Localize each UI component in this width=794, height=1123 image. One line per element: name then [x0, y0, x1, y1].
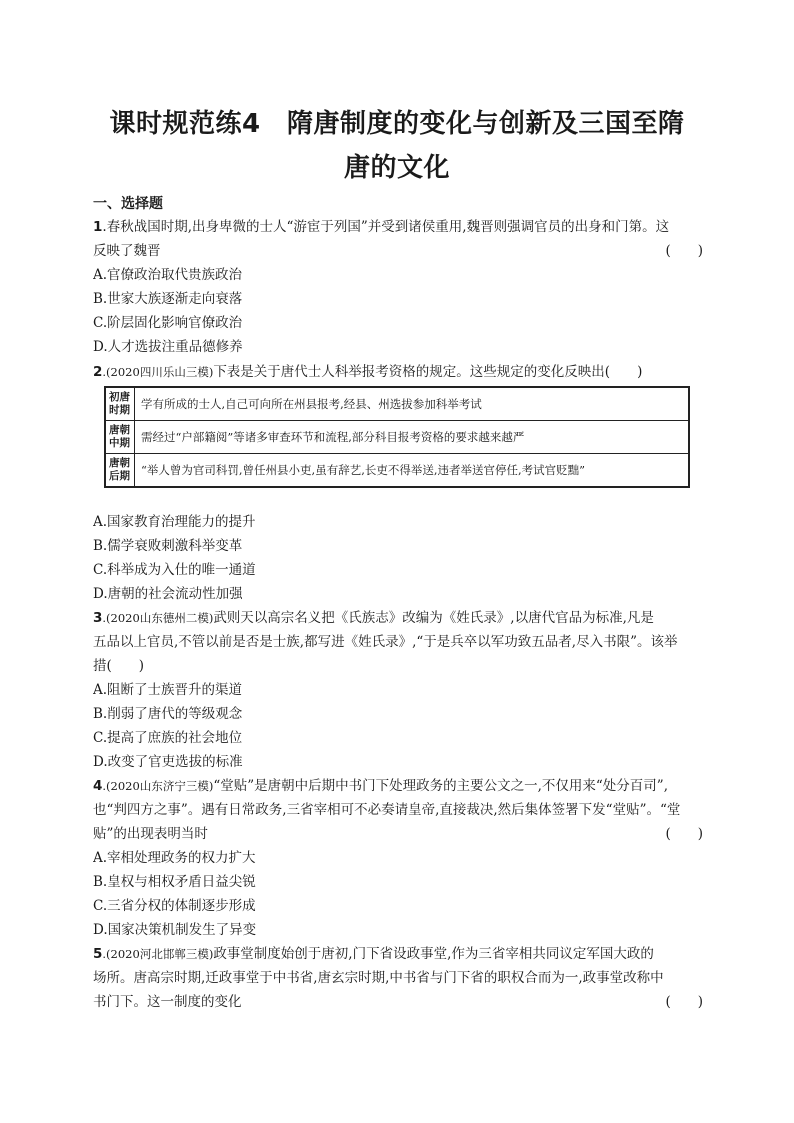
- q2-option-d: D.唐朝的社会流动性加强: [93, 586, 243, 602]
- q4-option-c: C.三省分权的体制逐步形成: [93, 898, 256, 914]
- q5-answer-bracket: ( ): [665, 994, 703, 1010]
- q2-table-period: 唐朝中期: [105, 421, 135, 454]
- q1-stem-line1: 1.春秋战国时期,出身卑微的士人“游宦于列国”并受到诸侯重用,魏晋则强调官员的出身和门第。这: [93, 219, 670, 235]
- q4-stem-line1: 4.(2020山东济宁三模)“堂贴”是唐朝中后期中书门下处理政务的主要公文之一,不仅用来“处分百司”,: [93, 778, 669, 794]
- page-title-line2: 唐的文化: [343, 153, 450, 183]
- q3-option-b: B.削弱了唐代的等级观念: [93, 706, 243, 722]
- q1-option-d: D.人才选拔注重品德修养: [93, 339, 243, 355]
- table-row: [105, 421, 689, 454]
- table-row: [105, 387, 689, 421]
- q2-table: [104, 386, 690, 488]
- q2-option-c: C.科举成为入仕的唯一通道: [93, 562, 256, 578]
- q4-option-a: A.宰相处理政务的权力扩大: [93, 850, 256, 866]
- q2-table-rule: 学有所成的士人,自己可向所在州县报考,经县、州选拔参加科举考试: [135, 387, 690, 421]
- q5-source: .(2020河北邯郸三模): [102, 947, 214, 961]
- q3-source: .(2020山东德州二模): [102, 611, 214, 625]
- q2-option-b: B.儒学衰败刺激科举变革: [93, 538, 243, 554]
- q3-option-a: A.阻断了士族晋升的渠道: [93, 682, 243, 698]
- table-row: [105, 454, 689, 488]
- q5-stem-line2: 场所。唐高宗时期,迁政事堂于中书省,唐玄宗时期,中书省与门下省的职权合而为一,政事堂改称中: [93, 970, 664, 986]
- q3-option-d: D.改变了官吏选拔的标准: [93, 754, 243, 770]
- q4-source: .(2020山东济宁三模): [102, 779, 214, 793]
- q2-stem: 2.(2020四川乐山三模)下表是关于唐代士人科举报考资格的规定。这些规定的变化反映出( ): [93, 364, 643, 380]
- q2-table-period: 唐朝后期: [105, 454, 135, 488]
- q5-stem-line1: 5.(2020河北邯郸三模)政事堂制度始创于唐初,门下省设政事堂,作为三省宰相共同议定军国大政的: [93, 946, 654, 962]
- q4-option-b: B.皇权与相权矛盾日益尖锐: [93, 874, 256, 890]
- q2-source: .(2020四川乐山三模): [102, 365, 214, 379]
- page-title-line1: 课时规范练4 隋唐制度的变化与创新及三国至隋: [109, 109, 685, 139]
- q3-option-c: C.提高了庶族的社会地位: [93, 730, 243, 746]
- q1-stem-line2: 反映了魏晋 ( ): [93, 240, 703, 262]
- q4-option-d: D.国家决策机制发生了异变: [93, 922, 257, 938]
- q1-answer-bracket: ( ): [665, 243, 703, 259]
- q2-number: 2: [93, 364, 103, 380]
- q4-answer-bracket: ( ): [665, 826, 703, 842]
- q2-table-period: 初唐时期: [105, 387, 135, 421]
- q5-stem-line3: 书门下。这一制度的变化 ( ): [93, 991, 703, 1013]
- q5-number: 5: [93, 946, 103, 962]
- q1-option-a: A.官僚政治取代贵族政治: [93, 267, 243, 283]
- q1-option-b: B.世家大族逐渐走向衰落: [93, 291, 243, 307]
- q2-table-rule: 需经过“户部籍阅”等诸多审查环节和流程,部分科目报考资格的要求越来越严: [135, 421, 690, 454]
- q3-stem-line2: 五品以上官员,不管以前是否是士族,都写进《姓氏录》,“于是兵卒以军功致五品者,尽入书限”。该举: [93, 634, 678, 650]
- q1-number: 1: [93, 219, 103, 235]
- q3-stem-line3: 措( ): [93, 658, 145, 674]
- q3-stem-line1: 3.(2020山东德州二模)武则天以高宗名义把《氏族志》改编为《姓氏录》,以唐代官品为标准,凡是: [93, 610, 654, 626]
- section-heading: 一、选择题: [93, 196, 163, 212]
- q4-stem-line2: 也“判四方之事”。遇有日常政务,三省宰相可不必奏请皇帝,直接裁决,然后集体签署下发“堂贴”。“堂: [93, 802, 681, 818]
- q2-table-rule: “举人曾为官司科罚,曾任州县小吏,虽有辞艺,长吏不得举送,违者举送官停任,考试官贬黜”: [135, 454, 690, 488]
- q3-number: 3: [93, 610, 103, 626]
- q2-option-a: A.国家教育治理能力的提升: [93, 514, 256, 530]
- q1-option-c: C.阶层固化影响官僚政治: [93, 315, 243, 331]
- q4-number: 4: [93, 778, 103, 794]
- q4-stem-line3: 贴”的出现表明当时 ( ): [93, 823, 703, 845]
